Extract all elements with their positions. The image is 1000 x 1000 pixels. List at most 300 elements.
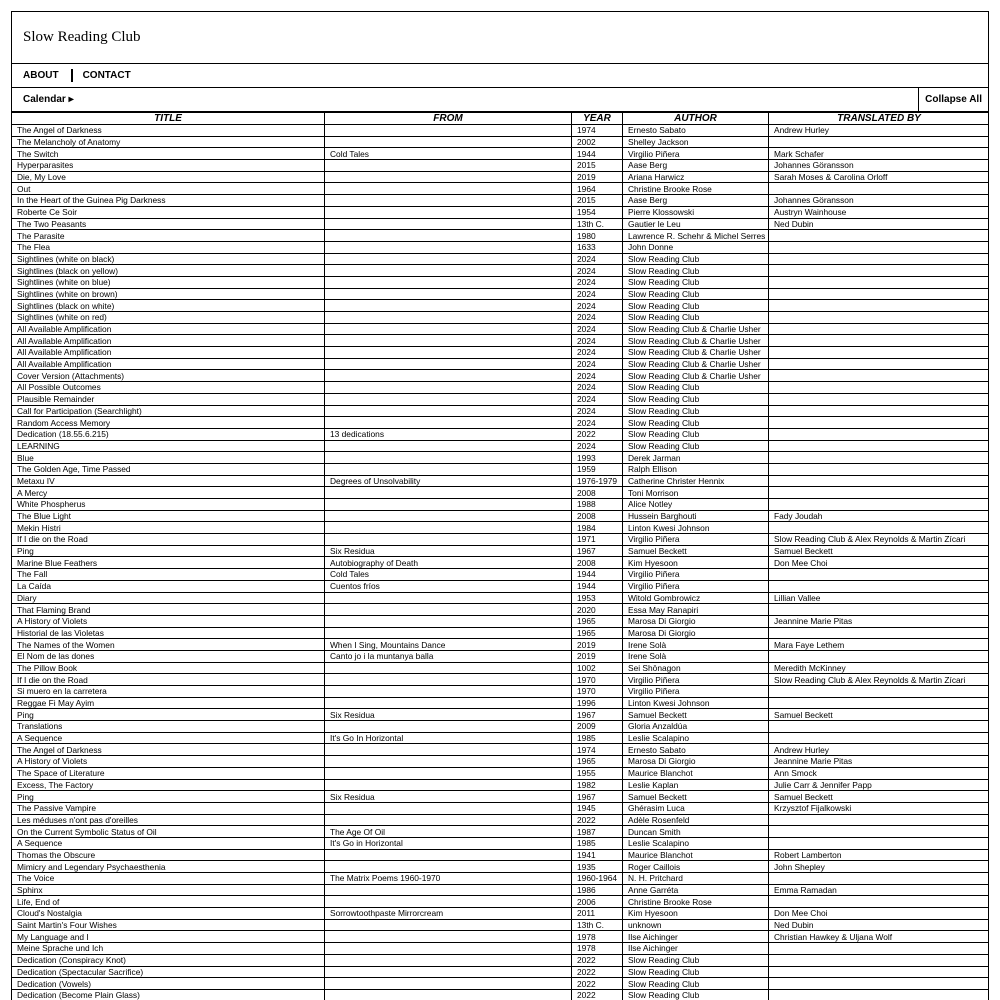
cell-translated-by: Samuel Beckett xyxy=(769,545,990,557)
cell-translated-by xyxy=(769,370,990,382)
cell-title: White Phospherus xyxy=(12,499,325,511)
cell-from xyxy=(325,241,572,253)
cell-from xyxy=(325,674,572,686)
cell-from xyxy=(325,300,572,312)
cell-translated-by xyxy=(769,475,990,487)
table-row[interactable] xyxy=(12,697,990,709)
cell-author: Virgilio Piñera xyxy=(623,148,769,160)
cell-year: 1944 xyxy=(572,569,623,581)
table-row[interactable] xyxy=(12,919,990,931)
cell-from xyxy=(325,849,572,861)
table-row[interactable] xyxy=(12,370,990,382)
cell-from: 13 dedications xyxy=(325,428,572,440)
cell-translated-by xyxy=(769,428,990,440)
cell-year: 2024 xyxy=(572,265,623,277)
cell-title: On the Current Symbolic Status of Oil xyxy=(12,826,325,838)
cell-title: Call for Participation (Searchlight) xyxy=(12,405,325,417)
table-row[interactable] xyxy=(12,171,990,183)
cell-from xyxy=(325,183,572,195)
table-row[interactable] xyxy=(12,195,990,207)
cell-translated-by: Meredith McKinney xyxy=(769,662,990,674)
cell-author: Virgilio Piñera xyxy=(623,686,769,698)
cell-title: Mimicry and Legendary Psychaesthenia xyxy=(12,861,325,873)
table-row[interactable] xyxy=(12,230,990,242)
table-row[interactable] xyxy=(12,475,990,487)
table-row[interactable] xyxy=(12,978,990,990)
table-row[interactable] xyxy=(12,744,990,756)
cell-author: Slow Reading Club xyxy=(623,405,769,417)
cell-from xyxy=(325,919,572,931)
cell-translated-by: Slow Reading Club & Alex Reynolds & Martin Zícari xyxy=(769,674,990,686)
cell-title: Sightlines (black on white) xyxy=(12,300,325,312)
cell-year: 1002 xyxy=(572,662,623,674)
cell-author: Slow Reading Club xyxy=(623,312,769,324)
cell-from xyxy=(325,218,572,230)
table-row[interactable] xyxy=(12,499,990,511)
cell-year: 1976-1979 xyxy=(572,475,623,487)
cell-from xyxy=(325,230,572,242)
table-row[interactable] xyxy=(12,721,990,733)
column-header-author[interactable]: AUTHOR xyxy=(623,113,769,125)
cell-year: 2009 xyxy=(572,721,623,733)
cell-from: Six Residua xyxy=(325,709,572,721)
cell-author: Leslie Scalapino xyxy=(623,732,769,744)
cell-from xyxy=(325,136,572,148)
cell-author: Roger Caillois xyxy=(623,861,769,873)
cell-author: John Donne xyxy=(623,241,769,253)
cell-title: Sightlines (black on yellow) xyxy=(12,265,325,277)
cell-author: Ariana Harwicz xyxy=(623,171,769,183)
table-row[interactable] xyxy=(12,989,990,1000)
table-row[interactable] xyxy=(12,908,990,920)
cell-author: Samuel Beckett xyxy=(623,545,769,557)
cell-author: Virgilio Piñera xyxy=(623,569,769,581)
cell-author: Virgilio Piñera xyxy=(623,580,769,592)
cell-translated-by: Jeannine Marie Pitas xyxy=(769,756,990,768)
cell-author: Irene Solà xyxy=(623,650,769,662)
cell-title: The Switch xyxy=(12,148,325,160)
cell-title: Life, End of xyxy=(12,896,325,908)
cell-year: 2022 xyxy=(572,954,623,966)
cell-translated-by xyxy=(769,522,990,534)
cell-translated-by: Samuel Beckett xyxy=(769,709,990,721)
cell-from xyxy=(325,253,572,265)
cell-translated-by xyxy=(769,721,990,733)
column-header-from[interactable]: FROM xyxy=(325,113,572,125)
cell-title: All Available Amplification xyxy=(12,347,325,359)
cell-from: It's Go In Horizontal xyxy=(325,732,572,744)
cell-translated-by: Andrew Hurley xyxy=(769,125,990,137)
table-row[interactable] xyxy=(12,732,990,744)
cell-translated-by xyxy=(769,686,990,698)
cell-author: Witold Gombrowicz xyxy=(623,592,769,604)
cell-title: Si muero en la carretera xyxy=(12,686,325,698)
table-row[interactable] xyxy=(12,756,990,768)
cell-from xyxy=(325,721,572,733)
cell-title: Sphinx xyxy=(12,884,325,896)
cell-author: Irene Solà xyxy=(623,639,769,651)
cell-from xyxy=(325,592,572,604)
column-header-translated-by[interactable]: TRANSLATED BY xyxy=(769,113,990,125)
cell-year: 1985 xyxy=(572,837,623,849)
cell-year: 1986 xyxy=(572,884,623,896)
cell-translated-by xyxy=(769,873,990,885)
cell-translated-by: Andrew Hurley xyxy=(769,744,990,756)
cell-from xyxy=(325,896,572,908)
column-header-year[interactable]: YEAR xyxy=(572,113,623,125)
table-row[interactable] xyxy=(12,148,990,160)
cell-translated-by xyxy=(769,978,990,990)
table-row[interactable] xyxy=(12,253,990,265)
cell-title: Dedication (Spectacular Sacrifice) xyxy=(12,966,325,978)
cell-from xyxy=(325,440,572,452)
table-row[interactable] xyxy=(12,382,990,394)
cell-year: 1964 xyxy=(572,183,623,195)
table-row[interactable] xyxy=(12,522,990,534)
cell-year: 2024 xyxy=(572,440,623,452)
table-row[interactable] xyxy=(12,393,990,405)
cell-author: Hussein Barghouti xyxy=(623,510,769,522)
table-row[interactable] xyxy=(12,966,990,978)
cell-from xyxy=(325,510,572,522)
cell-year: 1965 xyxy=(572,756,623,768)
table-header-row xyxy=(12,113,990,125)
cell-translated-by xyxy=(769,826,990,838)
table-row[interactable] xyxy=(12,312,990,324)
cell-translated-by: Ann Smock xyxy=(769,767,990,779)
table-row[interactable] xyxy=(12,452,990,464)
cell-author: Slow Reading Club xyxy=(623,393,769,405)
cell-author: Slow Reading Club xyxy=(623,265,769,277)
cell-year: 1974 xyxy=(572,125,623,137)
nav-contact-link[interactable]: CONTACT xyxy=(82,70,131,81)
table-row[interactable] xyxy=(12,779,990,791)
cell-from: Sorrowtoothpaste Mirrorcream xyxy=(325,908,572,920)
cell-translated-by: Mara Faye Lethem xyxy=(769,639,990,651)
cell-translated-by xyxy=(769,837,990,849)
cell-year: 1935 xyxy=(572,861,623,873)
cell-from xyxy=(325,627,572,639)
cell-title: All Available Amplification xyxy=(12,335,325,347)
cell-title: The Blue Light xyxy=(12,510,325,522)
cell-year: 2002 xyxy=(572,136,623,148)
cell-year: 2024 xyxy=(572,417,623,429)
table-row[interactable] xyxy=(12,931,990,943)
main-nav xyxy=(12,64,988,88)
cell-title: If I die on the Road xyxy=(12,674,325,686)
cell-translated-by xyxy=(769,463,990,475)
cell-translated-by: Emma Ramadan xyxy=(769,884,990,896)
collapse-all-button[interactable]: Collapse All xyxy=(918,88,988,111)
table-row[interactable] xyxy=(12,265,990,277)
cell-author: Pierre Klossowski xyxy=(623,206,769,218)
cell-year: 1978 xyxy=(572,943,623,955)
cell-from xyxy=(325,604,572,616)
cell-author: Ilse Aichinger xyxy=(623,943,769,955)
cell-author: Ghérasim Luca xyxy=(623,802,769,814)
cell-title: A Mercy xyxy=(12,487,325,499)
calendar-toggle[interactable]: Calendar ▸ xyxy=(23,94,74,105)
cell-year: 2024 xyxy=(572,300,623,312)
cell-from: Cold Tales xyxy=(325,148,572,160)
cell-year: 1974 xyxy=(572,744,623,756)
cell-title: Excess, The Factory xyxy=(12,779,325,791)
cell-author: Samuel Beckett xyxy=(623,709,769,721)
cell-year: 1941 xyxy=(572,849,623,861)
cell-from xyxy=(325,382,572,394)
cell-translated-by: Samuel Beckett xyxy=(769,791,990,803)
nav-about-link[interactable]: ABOUT xyxy=(23,70,59,81)
table-row[interactable] xyxy=(12,545,990,557)
cell-translated-by xyxy=(769,265,990,277)
cell-from: Cold Tales xyxy=(325,569,572,581)
cell-year: 2022 xyxy=(572,966,623,978)
cell-author: Maurice Blanchot xyxy=(623,767,769,779)
table-row[interactable] xyxy=(12,686,990,698)
table-row[interactable] xyxy=(12,487,990,499)
table-row[interactable] xyxy=(12,849,990,861)
cell-year: 1954 xyxy=(572,206,623,218)
cell-from: Canto jo i la muntanya balla xyxy=(325,650,572,662)
site-title[interactable]: Slow Reading Club xyxy=(23,29,141,45)
cell-from xyxy=(325,615,572,627)
table-row[interactable] xyxy=(12,943,990,955)
cell-author: Shelley Jackson xyxy=(623,136,769,148)
cell-year: 1970 xyxy=(572,686,623,698)
table-row[interactable] xyxy=(12,814,990,826)
cell-translated-by xyxy=(769,989,990,1000)
cell-year: 1953 xyxy=(572,592,623,604)
nav-separator xyxy=(71,69,73,82)
cell-title: Ping xyxy=(12,709,325,721)
table-row[interactable] xyxy=(12,136,990,148)
cell-title: A History of Violets xyxy=(12,615,325,627)
table-row[interactable] xyxy=(12,241,990,253)
cell-author: Gautier le Leu xyxy=(623,218,769,230)
cell-translated-by: Fady Joudah xyxy=(769,510,990,522)
table-row[interactable] xyxy=(12,709,990,721)
cell-author: Slow Reading Club xyxy=(623,417,769,429)
cell-title: The Space of Literature xyxy=(12,767,325,779)
cell-translated-by xyxy=(769,417,990,429)
cell-translated-by xyxy=(769,393,990,405)
column-header-title[interactable]: TITLE xyxy=(12,113,325,125)
cell-author: Slow Reading Club & Charlie Usher xyxy=(623,370,769,382)
table-row[interactable] xyxy=(12,639,990,651)
table-row[interactable] xyxy=(12,440,990,452)
cell-year: 13th C. xyxy=(572,919,623,931)
readings-table xyxy=(11,112,989,1000)
cell-translated-by: Johannes Göransson xyxy=(769,195,990,207)
cell-title: Saint Martin's Four Wishes xyxy=(12,919,325,931)
cell-year: 2024 xyxy=(572,335,623,347)
table-row[interactable] xyxy=(12,767,990,779)
cell-author: Anne Garréta xyxy=(623,884,769,896)
cell-author: Derek Jarman xyxy=(623,452,769,464)
cell-translated-by xyxy=(769,697,990,709)
cell-author: Virgilio Piñera xyxy=(623,674,769,686)
table-row[interactable] xyxy=(12,183,990,195)
page-frame xyxy=(11,11,989,1000)
table-row[interactable] xyxy=(12,160,990,172)
table-row[interactable] xyxy=(12,826,990,838)
cell-year: 2024 xyxy=(572,382,623,394)
cell-author: Slow Reading Club xyxy=(623,300,769,312)
cell-from xyxy=(325,265,572,277)
cell-title: A Sequence xyxy=(12,837,325,849)
table-row[interactable] xyxy=(12,463,990,475)
cell-from: Cuentos fríos xyxy=(325,580,572,592)
cell-title: The Golden Age, Time Passed xyxy=(12,463,325,475)
table-row[interactable] xyxy=(12,873,990,885)
cell-title: The Two Peasants xyxy=(12,218,325,230)
cell-translated-by: Slow Reading Club & Alex Reynolds & Martin Zícari xyxy=(769,534,990,546)
table-row[interactable] xyxy=(12,125,990,137)
cell-author: Marosa Di Giorgio xyxy=(623,627,769,639)
table-row[interactable] xyxy=(12,674,990,686)
table-row[interactable] xyxy=(12,802,990,814)
cell-title: La Caída xyxy=(12,580,325,592)
table-row[interactable] xyxy=(12,954,990,966)
cell-title: Reggae Fi May Ayim xyxy=(12,697,325,709)
cell-translated-by: Krzysztof Fijalkowski xyxy=(769,802,990,814)
cell-translated-by: Christian Hawkey & Uljana Wolf xyxy=(769,931,990,943)
cell-translated-by: Johannes Göransson xyxy=(769,160,990,172)
cell-author: Slow Reading Club xyxy=(623,253,769,265)
table-row[interactable] xyxy=(12,580,990,592)
cell-translated-by: Don Mee Choi xyxy=(769,908,990,920)
cell-from: The Age Of Oil xyxy=(325,826,572,838)
table-row[interactable] xyxy=(12,650,990,662)
cell-author: Slow Reading Club xyxy=(623,288,769,300)
table-row[interactable] xyxy=(12,557,990,569)
cell-year: 1971 xyxy=(572,534,623,546)
cell-title: Cloud's Nostalgia xyxy=(12,908,325,920)
table-row[interactable] xyxy=(12,615,990,627)
table-row[interactable] xyxy=(12,627,990,639)
cell-year: 2008 xyxy=(572,557,623,569)
table-row[interactable] xyxy=(12,347,990,359)
cell-title: The Names of the Women xyxy=(12,639,325,651)
cell-author: Slow Reading Club xyxy=(623,276,769,288)
cell-translated-by: John Shepley xyxy=(769,861,990,873)
table-row[interactable] xyxy=(12,837,990,849)
cell-translated-by: Ned Dubin xyxy=(769,919,990,931)
cell-translated-by: Jeannine Marie Pitas xyxy=(769,615,990,627)
table-row[interactable] xyxy=(12,592,990,604)
cell-year: 2024 xyxy=(572,323,623,335)
cell-translated-by xyxy=(769,300,990,312)
cell-translated-by xyxy=(769,405,990,417)
cell-from xyxy=(325,335,572,347)
cell-translated-by: Mark Schafer xyxy=(769,148,990,160)
cell-title: Out xyxy=(12,183,325,195)
cell-translated-by xyxy=(769,954,990,966)
cell-title: Ping xyxy=(12,545,325,557)
table-row[interactable] xyxy=(12,510,990,522)
table-row[interactable] xyxy=(12,534,990,546)
cell-year: 1978 xyxy=(572,931,623,943)
cell-translated-by: Ned Dubin xyxy=(769,218,990,230)
table-row[interactable] xyxy=(12,896,990,908)
table-row[interactable] xyxy=(12,288,990,300)
cell-year: 2019 xyxy=(572,639,623,651)
table-row[interactable] xyxy=(12,417,990,429)
cell-translated-by xyxy=(769,358,990,370)
cell-author: N. H. Pritchard xyxy=(623,873,769,885)
table-row[interactable] xyxy=(12,218,990,230)
table-row[interactable] xyxy=(12,300,990,312)
cell-title: The Voice xyxy=(12,873,325,885)
cell-author: unknown xyxy=(623,919,769,931)
table-row[interactable] xyxy=(12,884,990,896)
cell-from xyxy=(325,312,572,324)
cell-author: Maurice Blanchot xyxy=(623,849,769,861)
cell-year: 1967 xyxy=(572,545,623,557)
cell-title: Translations xyxy=(12,721,325,733)
cell-title: Die, My Love xyxy=(12,171,325,183)
cell-author: Slow Reading Club xyxy=(623,989,769,1000)
cell-from xyxy=(325,405,572,417)
cell-year: 2024 xyxy=(572,253,623,265)
cell-translated-by xyxy=(769,241,990,253)
cell-author: Toni Morrison xyxy=(623,487,769,499)
cell-from xyxy=(325,697,572,709)
cell-year: 1987 xyxy=(572,826,623,838)
table-row[interactable] xyxy=(12,662,990,674)
cell-year: 1965 xyxy=(572,627,623,639)
cell-author: Slow Reading Club & Charlie Usher xyxy=(623,347,769,359)
cell-translated-by xyxy=(769,452,990,464)
table-row[interactable] xyxy=(12,604,990,616)
cell-from xyxy=(325,767,572,779)
cell-title: In the Heart of the Guinea Pig Darkness xyxy=(12,195,325,207)
table-row[interactable] xyxy=(12,276,990,288)
cell-author: Marosa Di Giorgio xyxy=(623,615,769,627)
cell-translated-by xyxy=(769,732,990,744)
table-row[interactable] xyxy=(12,358,990,370)
cell-from xyxy=(325,347,572,359)
cell-author: Ernesto Sabato xyxy=(623,744,769,756)
cell-title: If I die on the Road xyxy=(12,534,325,546)
table-row[interactable] xyxy=(12,323,990,335)
table-row[interactable] xyxy=(12,335,990,347)
table-row[interactable] xyxy=(12,791,990,803)
cell-from: Autobiography of Death xyxy=(325,557,572,569)
table-row[interactable] xyxy=(12,428,990,440)
table-row[interactable] xyxy=(12,206,990,218)
cell-author: Sei Shōnagon xyxy=(623,662,769,674)
cell-translated-by xyxy=(769,323,990,335)
cell-title: The Fall xyxy=(12,569,325,581)
table-row[interactable] xyxy=(12,861,990,873)
cell-translated-by xyxy=(769,943,990,955)
cell-from xyxy=(325,195,572,207)
cell-translated-by: Sarah Moses & Carolina Orloff xyxy=(769,171,990,183)
table-row[interactable] xyxy=(12,569,990,581)
cell-title: Sightlines (white on black) xyxy=(12,253,325,265)
cell-from xyxy=(325,989,572,1000)
cell-title: The Parasite xyxy=(12,230,325,242)
cell-year: 2011 xyxy=(572,908,623,920)
table-row[interactable] xyxy=(12,405,990,417)
cell-year: 2019 xyxy=(572,171,623,183)
cell-from xyxy=(325,323,572,335)
cell-year: 2020 xyxy=(572,604,623,616)
cell-title: The Flea xyxy=(12,241,325,253)
cell-from xyxy=(325,487,572,499)
cell-from xyxy=(325,861,572,873)
